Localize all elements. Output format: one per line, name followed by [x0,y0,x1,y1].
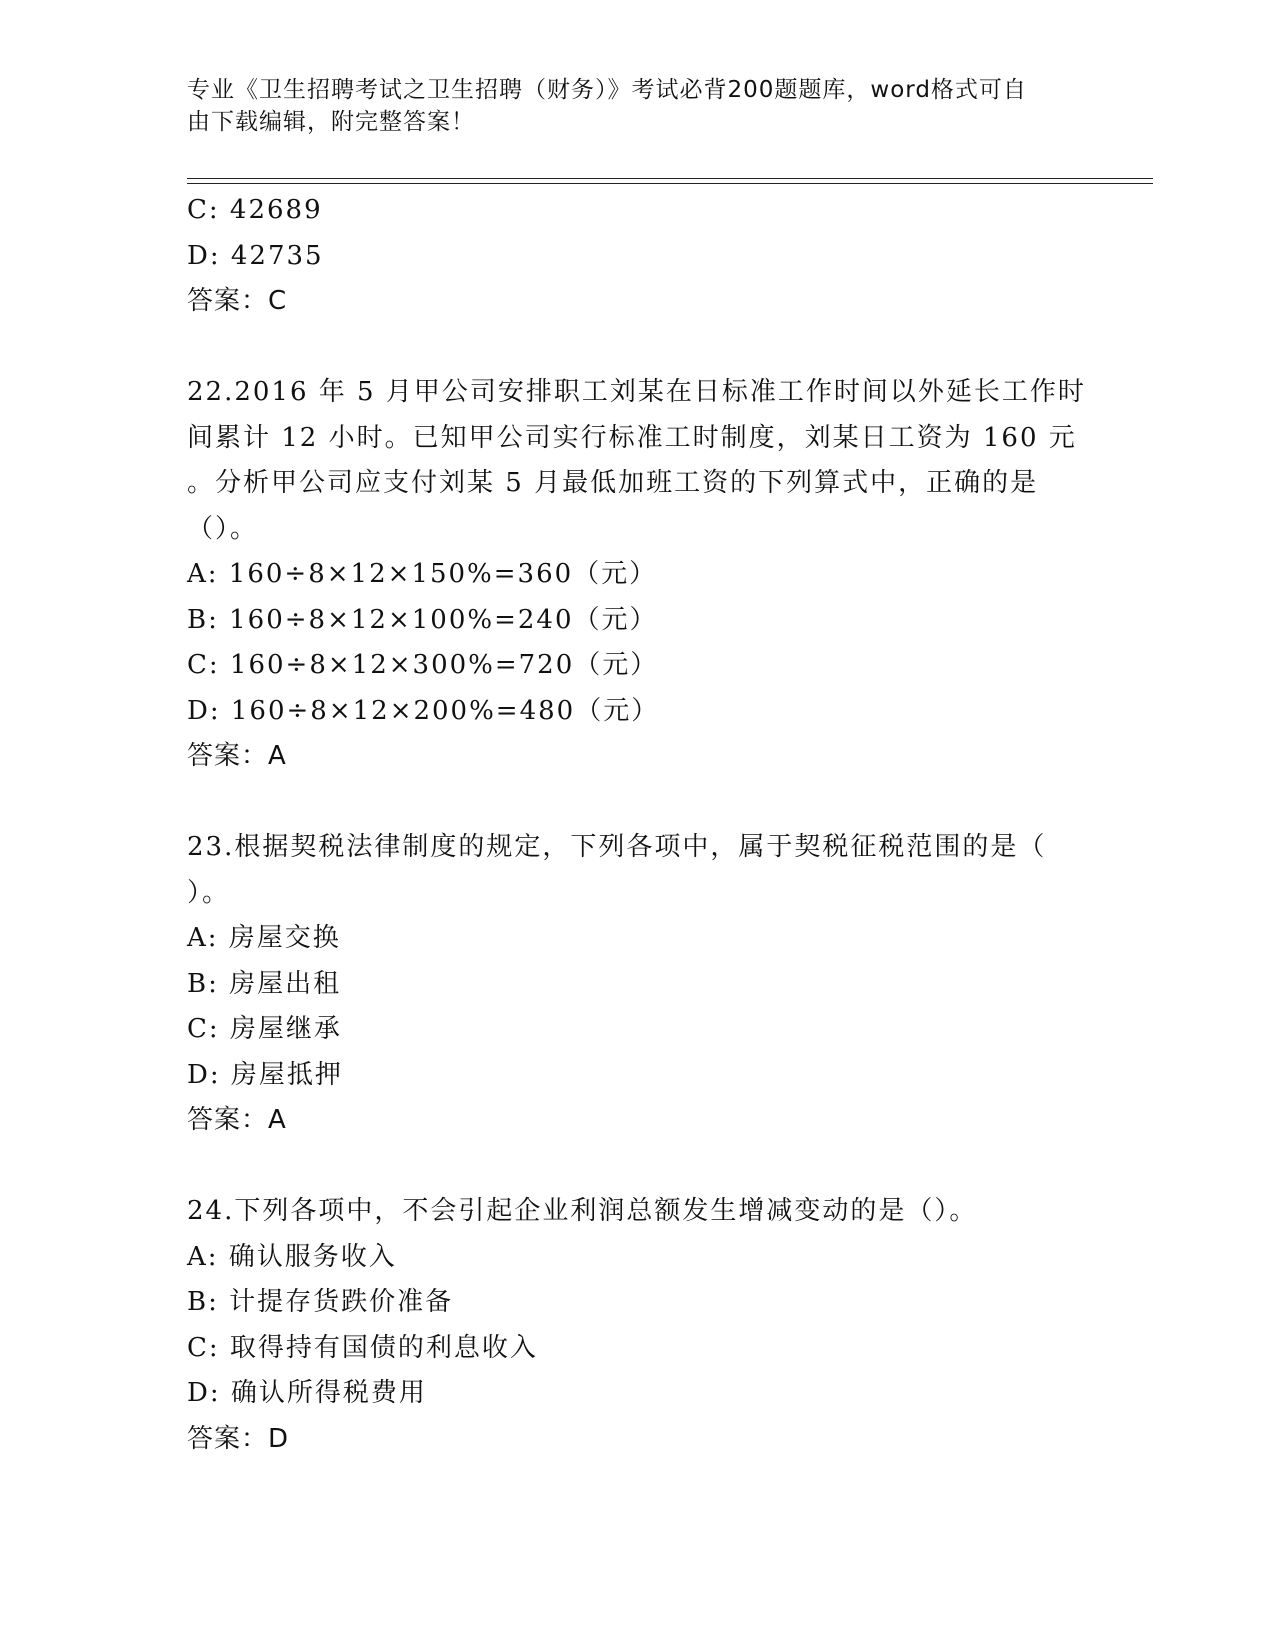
option-a: A: 房屋交换 [187,923,341,953]
question-stem-line: （）。 [187,513,259,544]
spacer [187,325,1087,371]
option-d: D: 房屋抵押 [187,1059,343,1090]
page-header [187,74,1087,138]
header-divider-bottom [187,183,1153,184]
option-a: A: 确认服务收入 [187,1241,397,1272]
answer-line: 答案：C [187,286,288,316]
spacer [187,1144,1087,1190]
option-b: B: 房屋出租 [187,968,342,999]
option-b: B: 计提存货跌价准备 [187,1287,454,1317]
option-c: C: 42689 [187,195,323,225]
header-title-line-2: 由下载编辑，附完整答案！ [187,109,475,135]
header-title-line-1: 专业《卫生招聘考试之卫生招聘（财务）》考试必背200题题库，word格式可自 [187,77,1027,103]
option-b: B: 160÷8×12×100%=240（元） [187,604,658,635]
question-23 [187,825,1087,1144]
question-stem-line: 23.根据契税法律制度的规定，下列各项中，属于契税征税范围的是（ [187,832,1047,862]
question-stem-line: 间累计 12 小时。已知甲公司实行标准工时制度，刘某日工资为 160 元 [187,422,1077,453]
answer-line: 答案：A [187,741,287,771]
question-content [187,188,1087,1462]
option-d: D: 确认所得税费用 [187,1378,427,1408]
header-divider-top [187,178,1153,179]
question-stem-line: ）。 [187,877,231,908]
option-d: D: 42735 [187,240,324,271]
question-stem-line: 22.2016 年 5 月甲公司安排职工刘某在日标准工作时间以外延长工作时 [187,377,1086,407]
question-stem-line: 。分析甲公司应支付刘某 5 月最低加班工资的下列算式中，正确的是 [187,468,1039,498]
question-21-continuation [187,188,1087,325]
answer-line: 答案：D [187,1423,290,1454]
question-stem-line: 24.下列各项中，不会引起企业利润总额发生增减变动的是（）。 [187,1196,978,1226]
option-c: C: 取得持有国债的利息收入 [187,1332,538,1363]
option-d: D: 160÷8×12×200%=480（元） [187,695,660,726]
question-22 [187,370,1087,780]
answer-line: 答案：A [187,1105,287,1135]
option-c: C: 160÷8×12×300%=720（元） [187,650,659,680]
option-c: C: 房屋继承 [187,1014,342,1044]
option-a: A: 160÷8×12×150%=360（元） [187,559,658,589]
spacer [187,780,1087,826]
question-24 [187,1189,1087,1462]
